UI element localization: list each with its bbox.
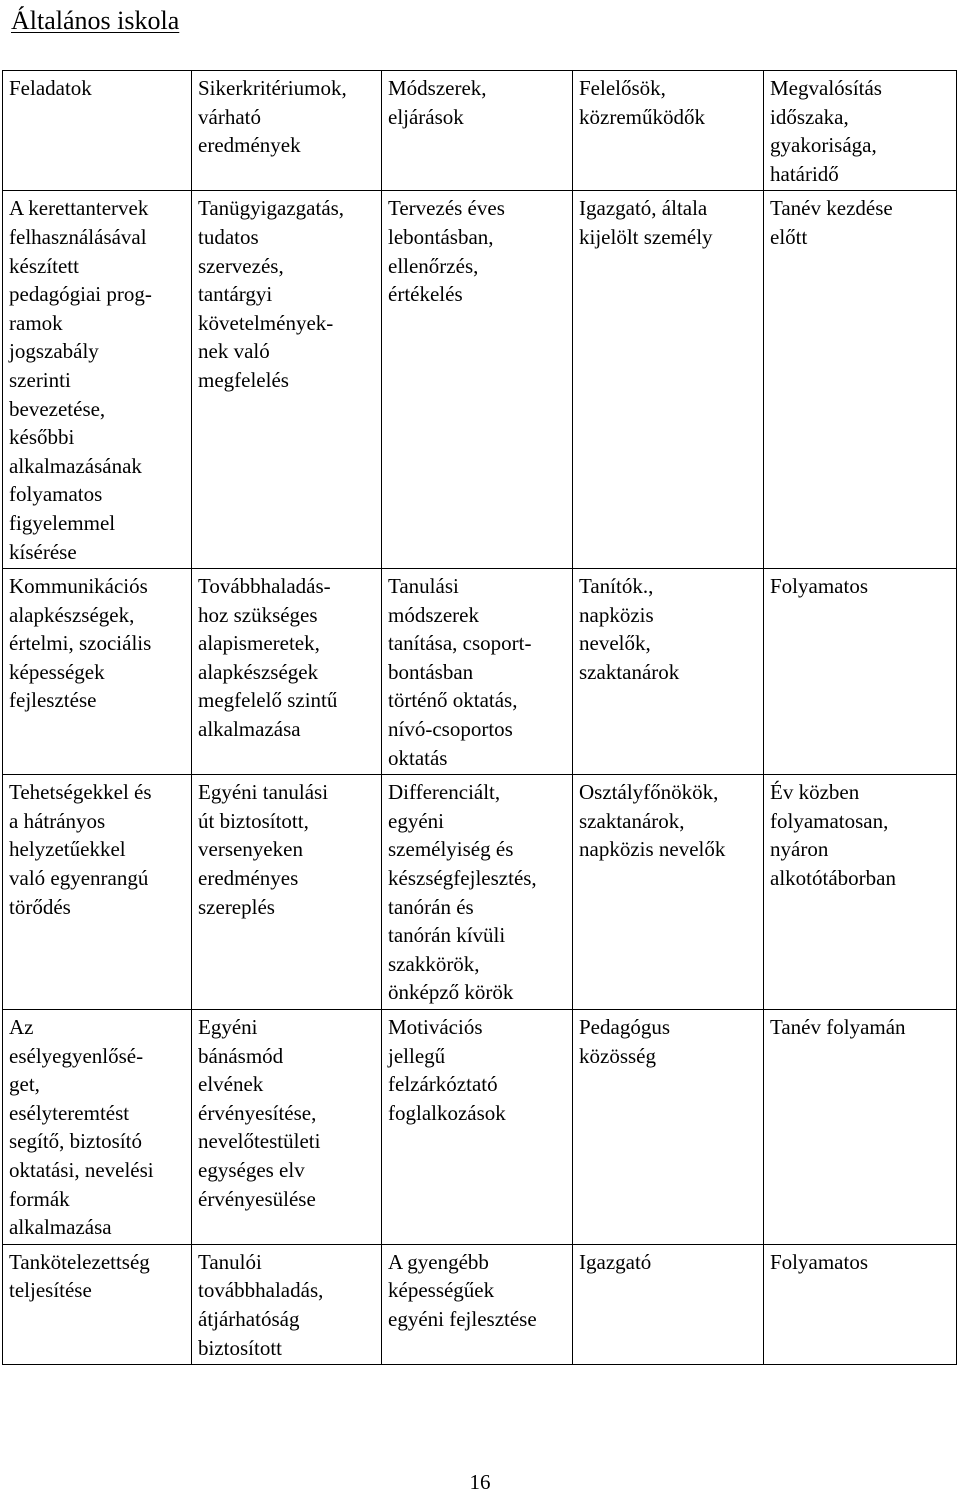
table-cell: A kerettantervek felhasználásával készített pedagógiai prog- ramok jogszabály szerinti bevezetése, későbbi alkalmazásának folyamatos figyelemmel kísérése xyxy=(3,191,192,569)
header-cell-timeframe: Megvalósítás időszaka, gyakorisága, határidő xyxy=(764,71,957,191)
table-row xyxy=(3,1244,957,1364)
table-row xyxy=(3,1010,957,1245)
table-cell: Differenciált, egyéni személyiség és készségfejlesztés, tanórán és tanórán kívüli szakkörök, önképző körök xyxy=(382,775,573,1010)
table-cell: Tehetségekkel és a hátrányos helyzetűekkel való egyenrangú törődés xyxy=(3,775,192,1010)
table-cell: Folyamatos xyxy=(764,1244,957,1364)
page-title: Általános iskola xyxy=(11,6,180,35)
header-cell-tasks: Feladatok xyxy=(3,71,192,191)
table-header-row xyxy=(3,71,957,191)
table-cell: Egyéni tanulási út biztosított, versenyeken eredményes szereplés xyxy=(192,775,382,1010)
table-cell: Folyamatos xyxy=(764,569,957,775)
table-cell: Tanulói továbbhaladás, átjárhatóság biztosított xyxy=(192,1244,382,1364)
table-cell: Osztályfőnökök, szaktanárok, napközis nevelők xyxy=(573,775,764,1010)
table-cell: A gyengébb képességűek egyéni fejlesztése xyxy=(382,1244,573,1364)
header-cell-methods: Módszerek, eljárások xyxy=(382,71,573,191)
plan-table xyxy=(2,70,957,1365)
table-cell: Motivációs jellegű felzárkóztató foglalkozások xyxy=(382,1010,573,1245)
table-cell: Tanév folyamán xyxy=(764,1010,957,1245)
table-cell: Tervezés éves lebontásban, ellenőrzés, értékelés xyxy=(382,191,573,569)
table-row xyxy=(3,191,957,569)
table-row xyxy=(3,569,957,775)
table-cell: Tankötelezettség teljesítése xyxy=(3,1244,192,1364)
table-cell: Az esélyegyenlősé- get, esélyteremtést segítő, biztosító oktatási, nevelési formák alkalmazása xyxy=(3,1010,192,1245)
table-cell: Tanügyigazgatás, tudatos szervezés, tantárgyi követelmények- nek való megfelelés xyxy=(192,191,382,569)
table-cell: Kommunikációs alapkészségek, értelmi, szociális képességek fejlesztése xyxy=(3,569,192,775)
table-cell: Továbbhaladás- hoz szükséges alapismeretek, alapkészségek megfelelő szintű alkalmazása xyxy=(192,569,382,775)
table-cell: Igazgató xyxy=(573,1244,764,1364)
table-cell: Egyéni bánásmód elvének érvényesítése, nevelőtestületi egységes elv érvényesülése xyxy=(192,1010,382,1245)
table-cell: Év közben folyamatosan, nyáron alkotótáborban xyxy=(764,775,957,1010)
header-cell-responsible: Felelősök, közreműködők xyxy=(573,71,764,191)
header-cell-success-criteria: Sikerkritériumok, várható eredmények xyxy=(192,71,382,191)
table-cell: Pedagógus közösség xyxy=(573,1010,764,1245)
page-number: 16 xyxy=(469,1470,491,1494)
table-cell: Igazgató, általa kijelölt személy xyxy=(573,191,764,569)
table-cell: Tanítók., napközis nevelők, szaktanárok xyxy=(573,569,764,775)
table-row xyxy=(3,775,957,1010)
table-cell: Tanév kezdése előtt xyxy=(764,191,957,569)
table-cell: Tanulási módszerek tanítása, csoport- bontásban történő oktatás, nívó-csoportos oktatás xyxy=(382,569,573,775)
